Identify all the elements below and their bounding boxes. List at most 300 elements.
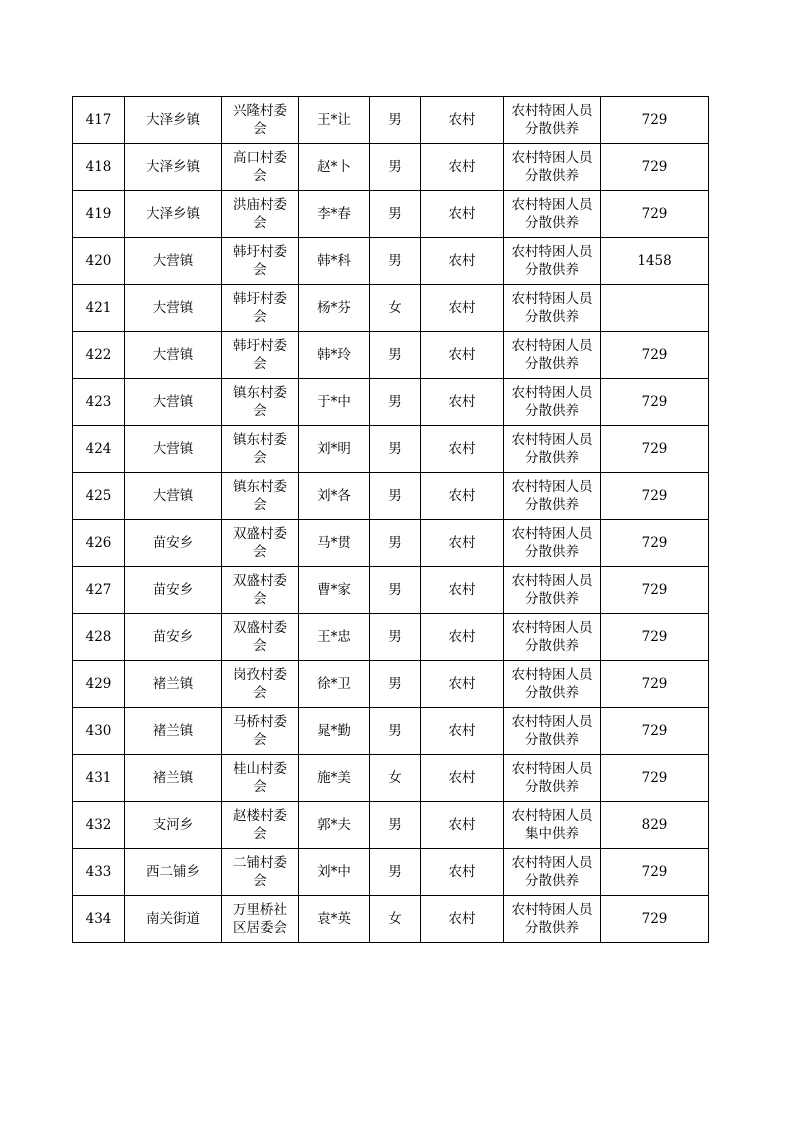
person-name-cell-text: 施*美: [317, 770, 351, 786]
village-cell: [222, 708, 299, 755]
gender-cell-text: 男: [388, 159, 402, 175]
assistance-category-cell: [504, 708, 601, 755]
town-cell: [125, 97, 222, 144]
town-cell-text: 大营镇: [152, 347, 194, 363]
village-cell: [222, 614, 299, 661]
person-name-cell: [299, 426, 370, 473]
gender-cell: [370, 567, 421, 614]
town-cell-text: 大泽乡镇: [146, 112, 200, 128]
residence-type-cell: [421, 661, 504, 708]
assistance-category-cell: [504, 97, 601, 144]
table-row: [73, 708, 709, 755]
amount-cell-text: 729: [641, 770, 668, 786]
row-number-cell: [73, 473, 125, 520]
gender-cell-text: 女: [388, 770, 402, 786]
residence-type-cell-text: 农村: [448, 347, 476, 363]
table-row: [73, 191, 709, 238]
amount-cell: [601, 896, 709, 943]
gender-cell: [370, 802, 421, 849]
village-cell-text: 洪庙村委会: [233, 197, 287, 231]
gender-cell-text: 男: [388, 817, 402, 833]
person-name-cell: [299, 285, 370, 332]
gender-cell-text: 男: [388, 441, 402, 457]
row-number-cell-text: 428: [85, 629, 112, 645]
assistance-category-cell: [504, 661, 601, 708]
row-number-cell: [73, 614, 125, 661]
person-name-cell: [299, 614, 370, 661]
gender-cell: [370, 144, 421, 191]
assistance-category-cell: [504, 426, 601, 473]
residence-type-cell-text: 农村: [448, 112, 476, 128]
town-cell: [125, 849, 222, 896]
village-cell-text: 韩圩村委会: [233, 291, 287, 325]
town-cell-text: 苗安乡: [152, 535, 194, 551]
person-name-cell: [299, 896, 370, 943]
person-name-cell-text: 王*忠: [317, 629, 351, 645]
roster-body: [73, 97, 709, 943]
row-number-cell: [73, 426, 125, 473]
person-name-cell: [299, 144, 370, 191]
assistance-category-cell-text: 农村特困人员分散供养: [511, 761, 593, 795]
assistance-category-cell-text: 农村特困人员分散供养: [511, 338, 593, 372]
amount-cell-text: 829: [641, 817, 668, 833]
row-number-cell: [73, 567, 125, 614]
row-number-cell: [73, 849, 125, 896]
assistance-category-cell: [504, 285, 601, 332]
village-cell: [222, 473, 299, 520]
village-cell: [222, 802, 299, 849]
amount-cell-text: 729: [641, 535, 668, 551]
assistance-category-cell-text: 农村特困人员分散供养: [511, 150, 593, 184]
village-cell-text: 高口村委会: [233, 150, 287, 184]
amount-cell-text: 729: [641, 911, 668, 927]
row-number-cell: [73, 708, 125, 755]
row-number-cell: [73, 802, 125, 849]
town-cell-text: 大营镇: [152, 441, 194, 457]
town-cell: [125, 520, 222, 567]
town-cell: [125, 708, 222, 755]
row-number-cell-text: 422: [85, 347, 112, 363]
person-name-cell: [299, 802, 370, 849]
residence-type-cell: [421, 379, 504, 426]
assistance-category-cell-text: 农村特困人员分散供养: [511, 620, 593, 654]
person-name-cell-text: 袁*英: [317, 911, 351, 927]
village-cell: [222, 849, 299, 896]
gender-cell: [370, 614, 421, 661]
village-cell: [222, 285, 299, 332]
person-name-cell-text: 李*春: [317, 206, 351, 222]
residence-type-cell-text: 农村: [448, 864, 476, 880]
amount-cell-text: 729: [641, 629, 668, 645]
row-number-cell-text: 434: [85, 911, 112, 927]
town-cell-text: 大营镇: [152, 394, 194, 410]
town-cell-text: 西二铺乡: [146, 864, 200, 880]
person-name-cell-text: 曹*家: [317, 582, 351, 598]
village-cell-text: 镇东村委会: [233, 385, 287, 419]
gender-cell-text: 男: [388, 394, 402, 410]
person-name-cell: [299, 520, 370, 567]
roster-table: [72, 96, 709, 943]
town-cell: [125, 191, 222, 238]
assistance-category-cell-text: 农村特困人员分散供养: [511, 902, 593, 936]
row-number-cell-text: 429: [85, 676, 112, 692]
row-number-cell: [73, 661, 125, 708]
residence-type-cell: [421, 144, 504, 191]
gender-cell: [370, 708, 421, 755]
gender-cell-text: 女: [388, 300, 402, 316]
town-cell-text: 苗安乡: [152, 629, 194, 645]
residence-type-cell-text: 农村: [448, 770, 476, 786]
amount-cell: [601, 332, 709, 379]
amount-cell-text: 729: [641, 347, 668, 363]
village-cell-text: 韩圩村委会: [233, 338, 287, 372]
assistance-category-cell-text: 农村特困人员分散供养: [511, 197, 593, 231]
assistance-category-cell: [504, 802, 601, 849]
assistance-category-cell: [504, 144, 601, 191]
village-cell: [222, 238, 299, 285]
gender-cell-text: 男: [388, 535, 402, 551]
town-cell: [125, 332, 222, 379]
town-cell: [125, 614, 222, 661]
table-row: [73, 332, 709, 379]
gender-cell: [370, 426, 421, 473]
village-cell-text: 赵楼村委会: [233, 808, 287, 842]
residence-type-cell: [421, 567, 504, 614]
assistance-category-cell-text: 农村特困人员集中供养: [511, 808, 593, 842]
row-number-cell-text: 426: [85, 535, 112, 551]
person-name-cell: [299, 755, 370, 802]
residence-type-cell: [421, 332, 504, 379]
table-row: [73, 661, 709, 708]
amount-cell: [601, 520, 709, 567]
amount-cell: [601, 144, 709, 191]
gender-cell: [370, 755, 421, 802]
village-cell-text: 马桥村委会: [233, 714, 287, 748]
town-cell-text: 褚兰镇: [152, 770, 194, 786]
row-number-cell-text: 419: [85, 206, 112, 222]
gender-cell-text: 男: [388, 676, 402, 692]
village-cell: [222, 144, 299, 191]
gender-cell: [370, 849, 421, 896]
residence-type-cell: [421, 896, 504, 943]
amount-cell: [601, 849, 709, 896]
person-name-cell: [299, 708, 370, 755]
residence-type-cell: [421, 191, 504, 238]
village-cell-text: 岗孜村委会: [233, 667, 287, 701]
amount-cell: [601, 708, 709, 755]
residence-type-cell-text: 农村: [448, 676, 476, 692]
assistance-category-cell-text: 农村特困人员分散供养: [511, 479, 593, 513]
row-number-cell-text: 425: [85, 488, 112, 504]
residence-type-cell: [421, 755, 504, 802]
village-cell-text: 双盛村委会: [233, 620, 287, 654]
row-number-cell: [73, 755, 125, 802]
row-number-cell-text: 433: [85, 864, 112, 880]
person-name-cell-text: 韩*玲: [317, 347, 351, 363]
amount-cell: [601, 661, 709, 708]
row-number-cell-text: 418: [85, 159, 112, 175]
assistance-category-cell: [504, 567, 601, 614]
town-cell-text: 大营镇: [152, 300, 194, 316]
person-name-cell: [299, 332, 370, 379]
town-cell-text: 苗安乡: [152, 582, 194, 598]
table-row: [73, 614, 709, 661]
residence-type-cell-text: 农村: [448, 629, 476, 645]
row-number-cell-text: 421: [85, 300, 112, 316]
amount-cell: [601, 285, 709, 332]
gender-cell: [370, 520, 421, 567]
residence-type-cell: [421, 97, 504, 144]
residence-type-cell-text: 农村: [448, 394, 476, 410]
amount-cell-text: 1458: [637, 253, 672, 269]
assistance-category-cell-text: 农村特困人员分散供养: [511, 526, 593, 560]
residence-type-cell: [421, 473, 504, 520]
person-name-cell-text: 杨*芬: [317, 300, 351, 316]
table-row: [73, 285, 709, 332]
amount-cell-text: 729: [641, 441, 668, 457]
assistance-category-cell: [504, 473, 601, 520]
residence-type-cell: [421, 849, 504, 896]
table-row: [73, 97, 709, 144]
residence-type-cell: [421, 426, 504, 473]
assistance-category-cell-text: 农村特困人员分散供养: [511, 667, 593, 701]
person-name-cell: [299, 97, 370, 144]
residence-type-cell: [421, 520, 504, 567]
amount-cell: [601, 191, 709, 238]
residence-type-cell: [421, 708, 504, 755]
gender-cell: [370, 191, 421, 238]
table-row: [73, 473, 709, 520]
person-name-cell-text: 郭*夫: [317, 817, 351, 833]
residence-type-cell: [421, 802, 504, 849]
person-name-cell: [299, 379, 370, 426]
assistance-category-cell-text: 农村特困人员分散供养: [511, 714, 593, 748]
residence-type-cell: [421, 285, 504, 332]
village-cell-text: 桂山村委会: [233, 761, 287, 795]
village-cell: [222, 661, 299, 708]
table-row: [73, 896, 709, 943]
gender-cell-text: 男: [388, 582, 402, 598]
village-cell-text: 双盛村委会: [233, 526, 287, 560]
town-cell: [125, 567, 222, 614]
gender-cell: [370, 97, 421, 144]
row-number-cell: [73, 379, 125, 426]
gender-cell-text: 男: [388, 723, 402, 739]
amount-cell-text: 729: [641, 394, 668, 410]
gender-cell-text: 男: [388, 112, 402, 128]
row-number-cell-text: 431: [85, 770, 112, 786]
gender-cell-text: 男: [388, 206, 402, 222]
village-cell: [222, 332, 299, 379]
village-cell: [222, 567, 299, 614]
assistance-category-cell: [504, 849, 601, 896]
gender-cell: [370, 896, 421, 943]
town-cell-text: 大泽乡镇: [146, 206, 200, 222]
residence-type-cell-text: 农村: [448, 206, 476, 222]
table-row: [73, 849, 709, 896]
person-name-cell: [299, 849, 370, 896]
amount-cell-text: 729: [641, 864, 668, 880]
town-cell: [125, 379, 222, 426]
assistance-category-cell-text: 农村特困人员分散供养: [511, 385, 593, 419]
village-cell: [222, 755, 299, 802]
person-name-cell: [299, 473, 370, 520]
village-cell-text: 镇东村委会: [233, 479, 287, 513]
gender-cell: [370, 661, 421, 708]
row-number-cell: [73, 144, 125, 191]
row-number-cell-text: 420: [85, 253, 112, 269]
person-name-cell-text: 刘*各: [317, 488, 351, 504]
residence-type-cell-text: 农村: [448, 488, 476, 504]
town-cell-text: 褚兰镇: [152, 723, 194, 739]
town-cell: [125, 802, 222, 849]
row-number-cell-text: 427: [85, 582, 112, 598]
assistance-category-cell-text: 农村特困人员分散供养: [511, 244, 593, 278]
village-cell: [222, 191, 299, 238]
amount-cell-text: 729: [641, 723, 668, 739]
gender-cell: [370, 238, 421, 285]
row-number-cell-text: 432: [85, 817, 112, 833]
person-name-cell-text: 韩*科: [317, 253, 351, 269]
amount-cell: [601, 802, 709, 849]
amount-cell: [601, 379, 709, 426]
person-name-cell-text: 徐*卫: [317, 676, 351, 692]
row-number-cell: [73, 332, 125, 379]
assistance-category-cell-text: 农村特困人员分散供养: [511, 573, 593, 607]
village-cell-text: 兴隆村委会: [233, 103, 287, 137]
gender-cell: [370, 285, 421, 332]
amount-cell-text: 729: [641, 159, 668, 175]
row-number-cell: [73, 191, 125, 238]
row-number-cell: [73, 896, 125, 943]
village-cell-text: 韩圩村委会: [233, 244, 287, 278]
assistance-category-cell: [504, 379, 601, 426]
row-number-cell-text: 430: [85, 723, 112, 739]
village-cell-text: 镇东村委会: [233, 432, 287, 466]
amount-cell-text: 729: [641, 676, 668, 692]
gender-cell: [370, 473, 421, 520]
assistance-category-cell: [504, 238, 601, 285]
residence-type-cell-text: 农村: [448, 159, 476, 175]
assistance-category-cell: [504, 191, 601, 238]
row-number-cell: [73, 285, 125, 332]
gender-cell-text: 男: [388, 488, 402, 504]
assistance-category-cell-text: 农村特困人员分散供养: [511, 855, 593, 889]
residence-type-cell-text: 农村: [448, 817, 476, 833]
person-name-cell-text: 晁*勤: [317, 723, 351, 739]
village-cell-text: 万里桥社区居委会: [233, 902, 287, 936]
person-name-cell: [299, 567, 370, 614]
assistance-category-cell: [504, 755, 601, 802]
residence-type-cell-text: 农村: [448, 723, 476, 739]
town-cell: [125, 144, 222, 191]
person-name-cell-text: 王*让: [317, 112, 351, 128]
table-row: [73, 520, 709, 567]
amount-cell: [601, 614, 709, 661]
row-number-cell: [73, 238, 125, 285]
town-cell: [125, 285, 222, 332]
amount-cell: [601, 238, 709, 285]
assistance-category-cell: [504, 614, 601, 661]
village-cell: [222, 426, 299, 473]
amount-cell-text: 729: [641, 112, 668, 128]
village-cell: [222, 97, 299, 144]
assistance-category-cell: [504, 332, 601, 379]
town-cell-text: 褚兰镇: [152, 676, 194, 692]
amount-cell-text: 729: [641, 206, 668, 222]
amount-cell-text: 729: [641, 582, 668, 598]
table-row: [73, 144, 709, 191]
amount-cell-text: 729: [641, 488, 668, 504]
person-name-cell-text: 刘*明: [317, 441, 351, 457]
residence-type-cell-text: 农村: [448, 441, 476, 457]
table-row: [73, 238, 709, 285]
town-cell-text: 南关街道: [146, 911, 200, 927]
town-cell: [125, 755, 222, 802]
residence-type-cell-text: 农村: [448, 535, 476, 551]
amount-cell: [601, 97, 709, 144]
town-cell-text: 支河乡: [152, 817, 194, 833]
gender-cell-text: 女: [388, 911, 402, 927]
table-row: [73, 567, 709, 614]
town-cell-text: 大营镇: [152, 253, 194, 269]
assistance-category-cell: [504, 520, 601, 567]
residence-type-cell: [421, 238, 504, 285]
gender-cell-text: 男: [388, 629, 402, 645]
person-name-cell-text: 刘*中: [317, 864, 351, 880]
assistance-category-cell: [504, 896, 601, 943]
village-cell: [222, 379, 299, 426]
assistance-category-cell-text: 农村特困人员分散供养: [511, 432, 593, 466]
gender-cell-text: 男: [388, 253, 402, 269]
residence-type-cell-text: 农村: [448, 911, 476, 927]
person-name-cell: [299, 661, 370, 708]
residence-type-cell-text: 农村: [448, 300, 476, 316]
person-name-cell-text: 马*贯: [317, 535, 351, 551]
gender-cell: [370, 379, 421, 426]
amount-cell: [601, 473, 709, 520]
person-name-cell: [299, 191, 370, 238]
table-row: [73, 755, 709, 802]
town-cell: [125, 473, 222, 520]
village-cell-text: 二铺村委会: [233, 855, 287, 889]
village-cell: [222, 896, 299, 943]
person-name-cell: [299, 238, 370, 285]
person-name-cell-text: 于*中: [317, 394, 351, 410]
row-number-cell-text: 417: [85, 112, 112, 128]
gender-cell: [370, 332, 421, 379]
table-row: [73, 802, 709, 849]
person-name-cell-text: 赵*卜: [317, 159, 351, 175]
town-cell: [125, 426, 222, 473]
village-cell-text: 双盛村委会: [233, 573, 287, 607]
residence-type-cell-text: 农村: [448, 253, 476, 269]
row-number-cell-text: 424: [85, 441, 112, 457]
town-cell: [125, 896, 222, 943]
town-cell-text: 大泽乡镇: [146, 159, 200, 175]
town-cell-text: 大营镇: [152, 488, 194, 504]
town-cell: [125, 661, 222, 708]
row-number-cell-text: 423: [85, 394, 112, 410]
residence-type-cell-text: 农村: [448, 582, 476, 598]
gender-cell-text: 男: [388, 864, 402, 880]
row-number-cell: [73, 97, 125, 144]
gender-cell-text: 男: [388, 347, 402, 363]
table-row: [73, 426, 709, 473]
amount-cell: [601, 426, 709, 473]
table-row: [73, 379, 709, 426]
row-number-cell: [73, 520, 125, 567]
